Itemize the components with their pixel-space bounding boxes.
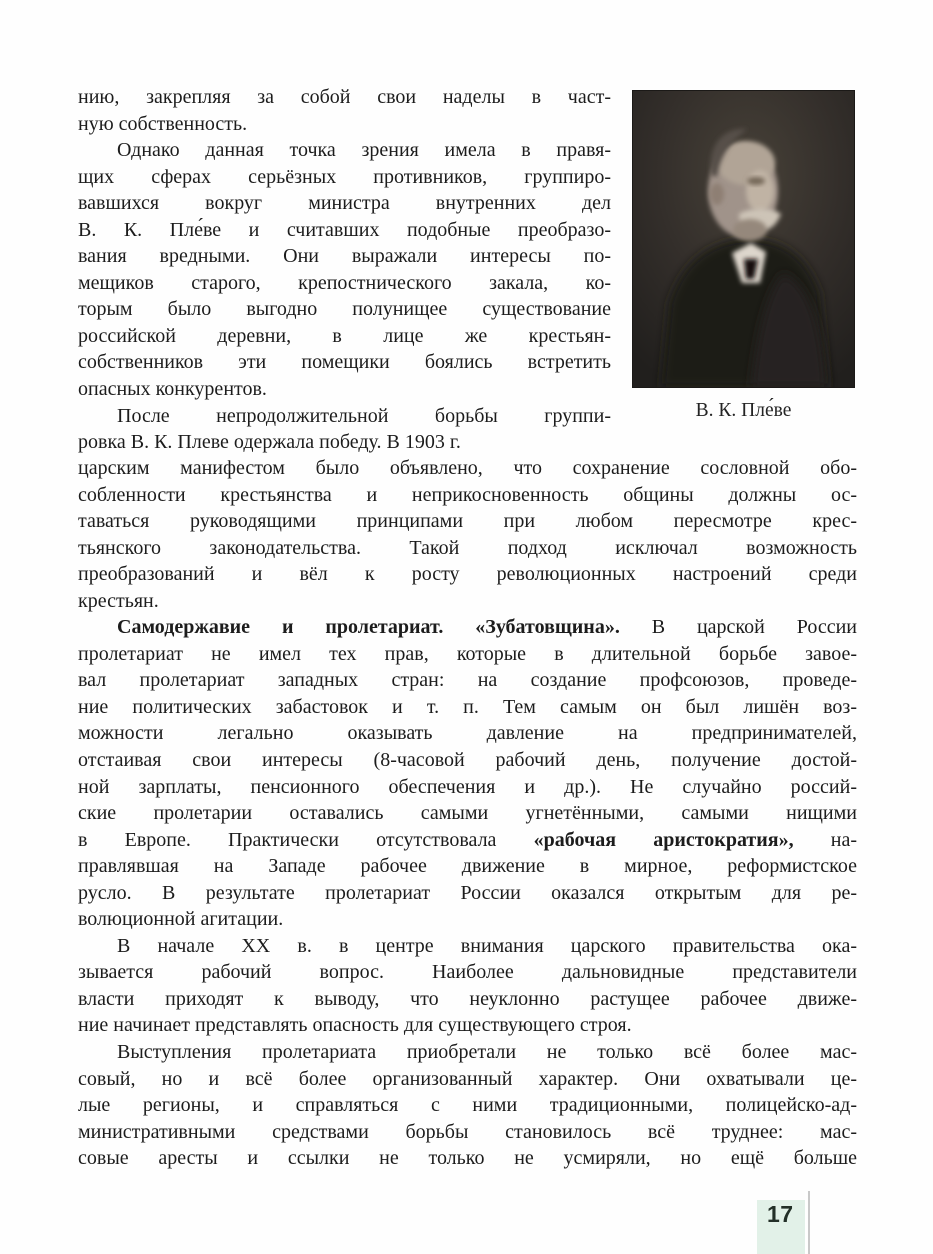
photo-caption: В. К. Пле́ве [695, 400, 792, 421]
text-line [78, 111, 611, 138]
bold-text-segment: Самодержавие и пролетариат. «Зубатовщина». [117, 616, 620, 639]
text-segment: ние политических забастовок и т. п. Тем самым он был лишён воз- [78, 695, 857, 718]
text-line [78, 137, 611, 164]
text-segment: таваться руководящими принципами при любом пересмотре крес- [78, 510, 857, 533]
text-line [78, 349, 611, 376]
text-segment: российской деревни, в лице же крестьян- [78, 324, 611, 347]
plehve-portrait-photo [633, 91, 854, 387]
text-segment: на- [793, 828, 857, 851]
text-line [78, 906, 857, 933]
text-segment: министративными средствами борьбы становилось всё труднее: мас- [78, 1120, 857, 1143]
text-segment: волюционной агитации. [78, 908, 284, 931]
text-segment: русло. В результате пролетариат России оказался открытым для ре- [78, 881, 857, 904]
text-segment: мещиков старого, крепостнического закала, ко- [78, 271, 611, 294]
text-segment: вавшихся вокруг министра внутренних дел [78, 192, 611, 215]
text-segment: отстаивая свои интересы (8-часовой рабочий день, получение достой- [78, 749, 857, 772]
page-number: 17 [767, 1201, 794, 1227]
text-segment: совые аресты и ссылки не только не усмиряли, но ещё больше [78, 1147, 857, 1170]
text-segment: ной зарплаты, пенсионного обеспечения и др.). Не случайно россий- [78, 775, 857, 798]
text-segment: опасных конкурентов. [78, 378, 267, 401]
text-line [78, 986, 857, 1013]
text-line [78, 853, 857, 880]
text-line [78, 827, 857, 854]
text-line [78, 933, 857, 960]
text-line [78, 641, 857, 668]
text-segment: лые регионы, и справляться с ними традиционными, полицейско-ад- [78, 1094, 857, 1117]
text-segment: ровка В. К. Плеве одержала победу. В 1903 г. [78, 431, 461, 454]
text-segment: пролетариат не имел тех прав, которые в длительной борьбе завое- [78, 642, 857, 665]
text-line [78, 482, 857, 509]
text-line [78, 959, 857, 986]
text-line [78, 720, 857, 747]
text-line [78, 774, 857, 801]
text-line [78, 164, 611, 191]
text-segment: собленности крестьянства и неприкосновенность общины должны ос- [78, 483, 857, 506]
bold-text-segment: «рабочая аристократия», [533, 828, 794, 851]
text-segment: Однако данная точка зрения имела в правя- [117, 139, 611, 162]
text-segment: можности легально оказывать давление на предпринимателей, [78, 722, 857, 745]
text-line [78, 429, 611, 456]
text-line [78, 1039, 857, 1066]
text-segment: После непродолжительной борьбы группи- [117, 404, 611, 427]
text-line [78, 376, 611, 403]
text-line [78, 1066, 857, 1093]
text-segment: нию, закрепляя за собой свои наделы в част- [78, 86, 611, 108]
text-segment: собственников эти помещики боялись встретить [78, 351, 611, 374]
text-segment: царским манифестом было объявлено, что сохранение сословной обо- [78, 457, 857, 479]
text-segment: щих сферах серьёзных противников, группиро- [78, 165, 611, 188]
text-line [78, 243, 611, 270]
portrait-photo-image [633, 91, 854, 387]
text-line [78, 270, 611, 297]
text-segment: Выступления пролетариата приобретали не только всё более мас- [117, 1041, 857, 1064]
text-line [78, 323, 611, 350]
text-line [78, 800, 857, 827]
text-line [78, 1012, 857, 1039]
text-line [78, 403, 611, 430]
text-line [78, 667, 857, 694]
text-segment: вания вредными. Они выражали интересы по- [78, 245, 611, 268]
text-segment: преобразований и вёл к росту революционных настроений среди [78, 563, 857, 586]
text-segment: совый, но и всё более организованный характер. Они охватывали це- [78, 1067, 857, 1090]
text-segment: торым было выгодно полунищее существование [78, 298, 611, 321]
text-segment: в Европе. Практически отсутствовала [78, 828, 534, 851]
text-line [78, 535, 857, 562]
text-line [78, 217, 611, 244]
text-line [78, 296, 611, 323]
body-text-wide-column [78, 455, 857, 1172]
text-line [78, 1145, 857, 1172]
text-line [78, 561, 857, 588]
text-line [78, 1092, 857, 1119]
text-line [78, 190, 611, 217]
text-line [78, 694, 857, 721]
text-segment: ские пролетарии оставались самыми угнетёнными, самыми нищими [78, 802, 857, 825]
text-segment: вал пролетариат западных стран: на создание профсоюзов, проведе- [78, 669, 857, 692]
text-line [78, 880, 857, 907]
text-segment: ную собственность. [78, 112, 248, 135]
text-segment: крестьян. [78, 589, 159, 612]
text-line [78, 455, 857, 482]
scan-edge-line [808, 1191, 810, 1254]
text-segment: правлявшая на Западе рабочее движение в мирное, реформистское [78, 855, 857, 878]
text-line [78, 508, 857, 535]
text-line [78, 747, 857, 774]
text-segment: власти приходят к выводу, что неуклонно растущее рабочее движе- [78, 987, 857, 1010]
page-number-box [757, 1200, 806, 1254]
text-line [78, 588, 857, 615]
text-line [78, 84, 611, 111]
text-segment: зывается рабочий вопрос. Наиболее дальновидные представители [78, 961, 857, 984]
text-segment: тьянского законодательства. Такой подход исключал возможность [78, 536, 857, 559]
body-text-narrow-column [78, 84, 611, 456]
text-segment: В начале XX в. в центре внимания царского правительства ока- [117, 934, 857, 957]
text-segment: В. К. Пле́ве и считавших подобные преобразо- [78, 218, 611, 241]
text-segment: В царской России [619, 616, 858, 639]
text-line [78, 1119, 857, 1146]
text-line [78, 614, 857, 641]
text-segment: ние начинает представлять опасность для существующего строя. [78, 1014, 632, 1037]
